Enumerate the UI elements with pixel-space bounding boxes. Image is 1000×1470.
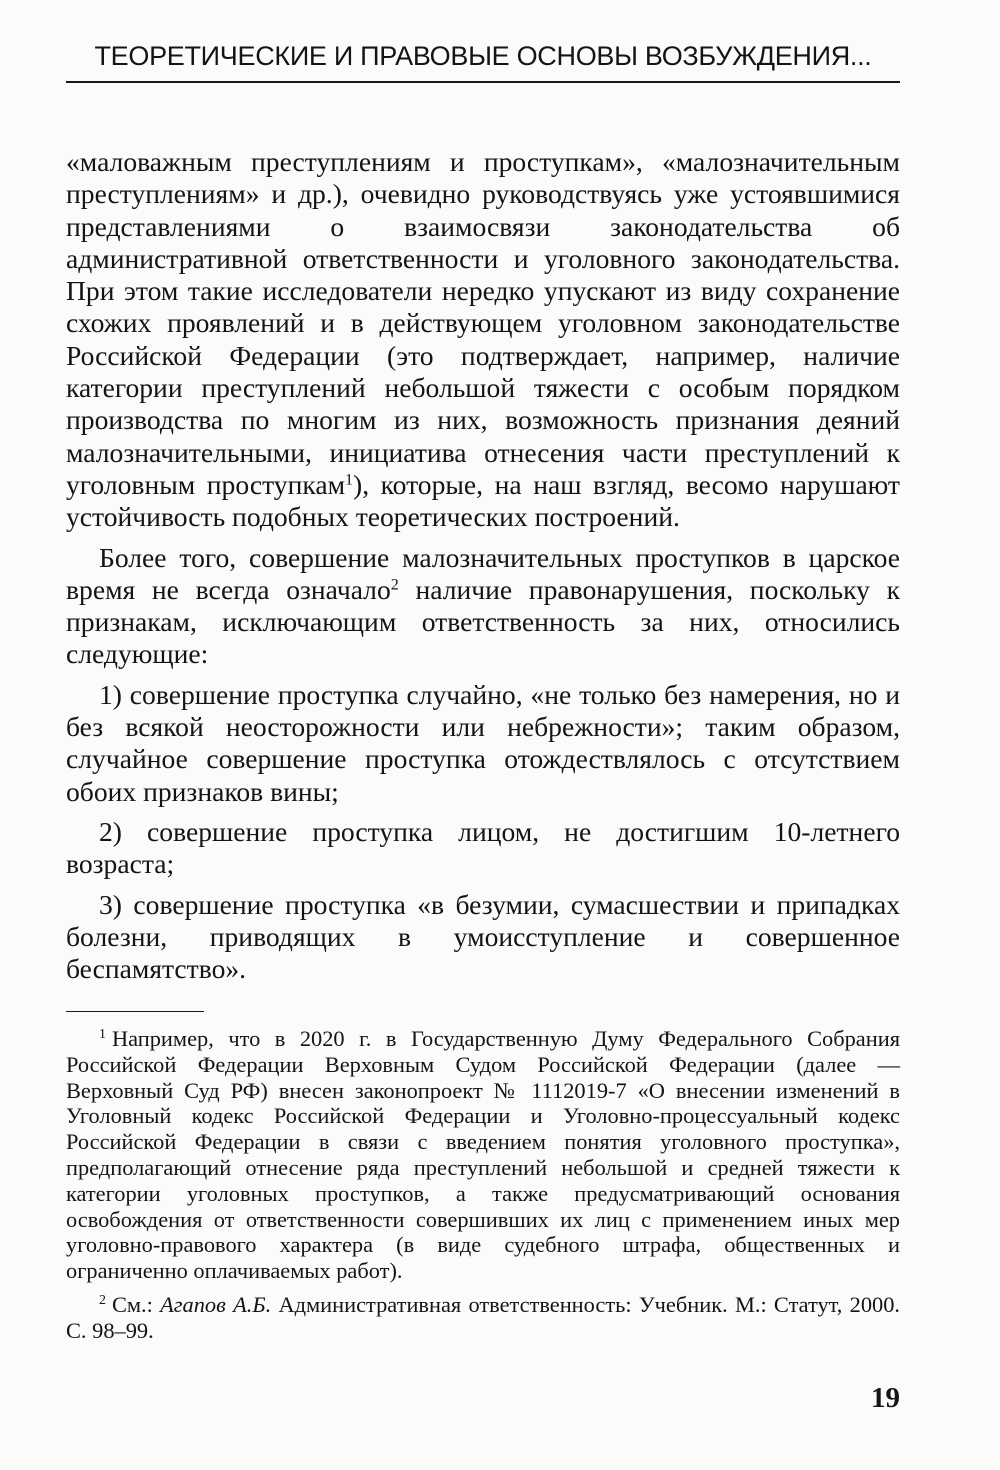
footnote-1 xyxy=(66,1026,900,1284)
list-item-2: 2) совершение проступка лицом, не достигшим 10-летнего возраста; xyxy=(66,815,900,880)
footnote-1-number: 1 xyxy=(99,1026,106,1042)
running-header: ТЕОРЕТИЧЕСКИЕ И ПРАВОВЫЕ ОСНОВЫ ВОЗБУЖДЕНИЯ... xyxy=(66,40,900,83)
paragraph-2 xyxy=(66,542,900,671)
footnote-ref-2[interactable]: 2 xyxy=(390,576,399,594)
footnote-2-number: 2 xyxy=(99,1292,106,1308)
footnote-2-text: Административная ответственность: Учебник. М.: Статут, 2000. С. 98–99. xyxy=(66,1291,901,1343)
paragraph-1-text: «маловажным преступлениям и проступкам», «малозначительным преступлениям» и др.), очевидно руководствуясь уже устоявшимися представлениями о взаимосвязи законодательства об административной ответственности и уголовного законодательства. При этом такие исследователи нередко упускают из виду сохранение схожих проявлений и в действующем уголовном законодательстве Российской Федерации (это подтверждает, например, наличие категории преступлений небольшой тяжести с особым порядком производства по многим из них, возможность признания деяний малозначительными, инициатива отнесения части преступлений к уголовным проступкам xyxy=(66,146,900,500)
footnotes xyxy=(66,1026,900,1344)
paragraph-1 xyxy=(66,146,900,534)
list-item-1: 1) совершение проступка случайно, «не только без намерения, но и без всякой неосторожности или небрежности»; таким образом, случайное совершение проступка отождествлялось с отсутствием обоих признаков вины; xyxy=(66,678,900,807)
footnote-1-text: Например, что в 2020 г. в Государственную Думу Федерального Собрания Российской Федерации Верховным Судом Российской Федерации (далее — Верховный Суд РФ) внесен законопроект № 1112019-7 «О внесении изменений в Уголовный кодекс Российской Федерации и Уголовно-процессуальный кодекс Российской Федерации в связи с введением понятия уголовного проступка», предполагающий отнесение ряда преступлений небольшой и средней тяжести к категории уголовных проступков, а также предусматривающий основания освобождения от ответственности совершивших их лиц с применением иных мер уголовно-правового характера (в виде судебного штрафа, общественных и ограниченно оплачиваемых работ). xyxy=(66,1026,900,1284)
footnote-ref-1[interactable]: 1 xyxy=(345,471,354,489)
paragraph-2-text: Более того, совершение малозначительных проступков в царское время не всегда означало xyxy=(66,541,900,605)
footnote-2-prefix: См.: xyxy=(111,1291,161,1317)
paragraph-1-text-after: ), которые, на наш взгляд, весомо нарушают устойчивость подобных теоретических построений. xyxy=(66,468,900,533)
footnote-2 xyxy=(66,1292,900,1344)
footnote-separator xyxy=(66,1011,204,1012)
paragraph-2-text-after: наличие правонарушения, поскольку к признакам, исключающим ответственность за них, относились следующие: xyxy=(66,573,900,670)
page-number: 19 xyxy=(871,1382,900,1414)
list-item-3: 3) совершение проступка «в безумии, сумасшествии и припадках болезни, приводящих в умоисступление и совершенное беспамятство». xyxy=(66,888,900,985)
footnote-2-author: Агапов А.Б. xyxy=(160,1291,272,1317)
main-text xyxy=(66,146,900,985)
